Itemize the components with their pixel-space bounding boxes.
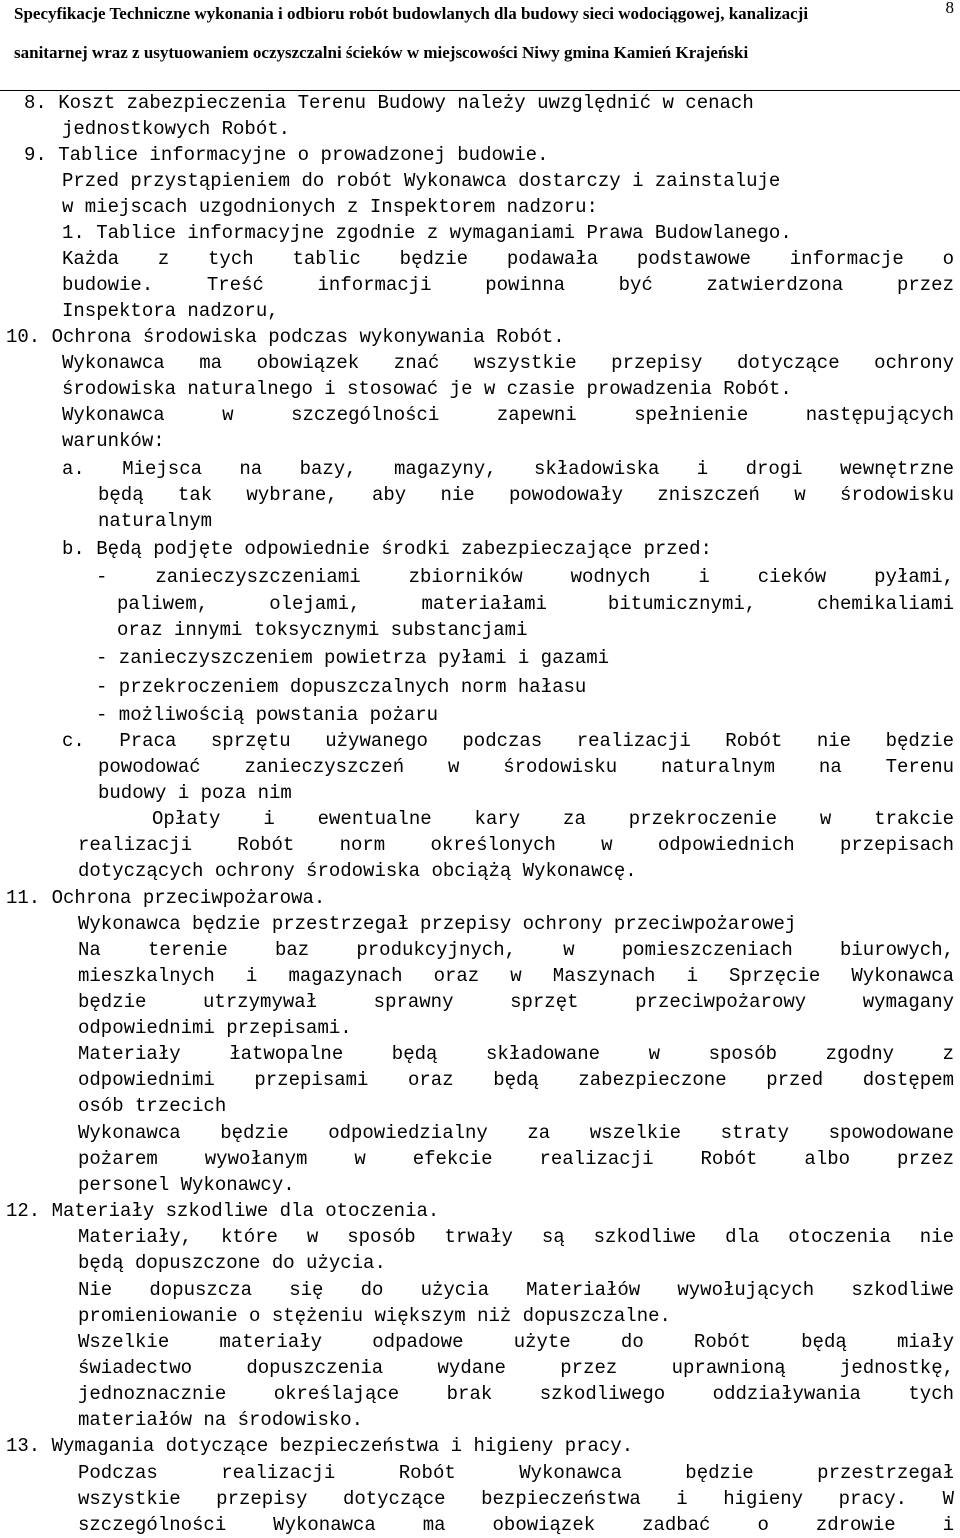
text-line: odpowiednimi przepisami. <box>78 1017 352 1039</box>
text-line: będą dopuszczone do użycia. <box>78 1252 386 1274</box>
text-line: personel Wykonawcy. <box>78 1174 295 1196</box>
text-line: budowy i poza nim <box>98 782 292 804</box>
list-item: - zanieczyszczeniem powietrza pyłami i gazami <box>96 647 610 669</box>
text-line: 8. Koszt zabezpieczenia Terenu Budowy należy uwzględnić w cenach <box>24 92 754 114</box>
text-line: dotyczących ochrony środowiska obciążą Wykonawcę. <box>78 860 637 882</box>
text-line: a. Miejsca na bazy, magazyny, składowiska i drogi wewnętrzne <box>62 458 954 480</box>
text-line: Opłaty i ewentualne kary za przekroczenie w trakcie <box>152 808 954 830</box>
header-title-line-1: Specyfikacje Techniczne wykonania i odbioru robót budowlanych dla budowy sieci wodociągowej, kanalizacji <box>14 4 809 23</box>
text-line: odpowiednimi przepisami oraz będą zabezpieczone przed dostępem <box>78 1069 954 1091</box>
text-line: świadectwo dopuszczenia wydane przez uprawnioną jednostkę, <box>78 1357 954 1379</box>
text-line: Wszelkie materiały odpadowe użyte do Robót będą miały <box>78 1331 954 1353</box>
text-line: szczególności Wykonawca ma obowiązek zadbać o zdrowie i <box>78 1514 954 1536</box>
text-line: mieszkalnych i magazynach oraz w Maszynach i Sprzęcie Wykonawca <box>78 965 954 987</box>
text-line: budowie. Treść informacji powinna być zatwierdzona przez <box>62 274 954 296</box>
text-line: realizacji Robót norm określonych w odpowiednich przepisach <box>78 834 954 856</box>
section-heading: 11. Ochrona przeciwpożarowa. <box>6 887 326 909</box>
text-line: Na terenie baz produkcyjnych, w pomieszczeniach biurowych, <box>78 939 954 961</box>
text-line: Materiały łatwopalne będą składowane w sposób zgodny z <box>78 1043 954 1065</box>
text-line: promieniowanie o stężeniu większym niż dopuszczalne. <box>78 1305 671 1327</box>
text-line: będzie utrzymywał sprawny sprzęt przeciwpożarowy wymagany <box>78 991 954 1013</box>
text-line: paliwem, olejami, materiałami bitumicznymi, chemikaliami <box>117 593 954 615</box>
text-line: jednostkowych Robót. <box>62 118 291 140</box>
text-line: Wykonawca w szczególności zapewni spełnienie następujących <box>62 404 954 426</box>
text-line: Przed przystąpieniem do robót Wykonawca dostarczy i zainstaluje <box>62 170 781 192</box>
text-line: będą tak wybrane, aby nie powodowały zniszczeń w środowisku <box>98 484 954 506</box>
section-heading: 13. Wymagania dotyczące bezpieczeństwa i higieny pracy. <box>6 1435 634 1457</box>
text-line: osób trzecich <box>78 1095 227 1117</box>
page-header <box>0 0 960 91</box>
text-line: Inspektora nadzoru, <box>62 300 279 322</box>
text-line: b. Będą podjęte odpowiednie środki zabezpieczające przed: <box>62 538 712 560</box>
text-line: c. Praca sprzętu używanego podczas realizacji Robót nie będzie <box>62 730 954 752</box>
text-line: oraz innymi toksycznymi substancjami <box>117 619 528 641</box>
list-item: - przekroczeniem dopuszczalnych norm hałasu <box>96 676 587 698</box>
text-line: środowiska naturalnego i stosować je w czasie prowadzenia Robót. <box>62 378 792 400</box>
section-heading: 12. Materiały szkodliwe dla otoczenia. <box>6 1200 440 1222</box>
text-line: pożarem wywołanym w efekcie realizacji Robót albo przez <box>78 1148 954 1170</box>
section-heading: 10. Ochrona środowiska podczas wykonywania Robót. <box>6 326 565 348</box>
text-line: Wykonawca będzie odpowiedzialny za wszelkie straty spowodowane <box>78 1122 954 1144</box>
list-item: - zanieczyszczeniami zbiorników wodnych i cieków pyłami, <box>96 566 954 588</box>
text-line: 9. Tablice informacyjne o prowadzonej budowie. <box>24 144 549 166</box>
text-line: Wykonawca będzie przestrzegał przepisy ochrony przeciwpożarowej <box>78 913 797 935</box>
text-line: Nie dopuszcza się do użycia Materiałów wywołujących szkodliwe <box>78 1279 954 1301</box>
text-line: Każda z tych tablic będzie podawała podstawowe informacje o <box>62 248 954 270</box>
text-line: Podczas realizacji Robót Wykonawca będzie przestrzegał <box>78 1462 954 1484</box>
page-number: 8 <box>945 0 954 17</box>
text-line: Materiały, które w sposób trwały są szkodliwe dla otoczenia nie <box>78 1226 954 1248</box>
list-item: - możliwością powstania pożaru <box>96 704 439 726</box>
text-line: naturalnym <box>98 510 213 532</box>
text-line: 1. Tablice informacyjne zgodnie z wymaganiami Prawa Budowlanego. <box>62 222 792 244</box>
header-title-line-2: sanitarnej wraz z usytuowaniem oczyszczalni ścieków w miejscowości Niwy gmina Kamień Krajeński <box>14 43 749 62</box>
text-line: wszystkie przepisy dotyczące bezpieczeństwa i higieny pracy. W <box>78 1488 954 1510</box>
text-line: warunków: <box>62 430 165 452</box>
text-line: materiałów na środowisko. <box>78 1409 364 1431</box>
text-line: Wykonawca ma obowiązek znać wszystkie przepisy dotyczące ochrony <box>62 352 954 374</box>
text-line: w miejscach uzgodnionych z Inspektorem nadzoru: <box>62 196 598 218</box>
text-line: powodować zanieczyszczeń w środowisku naturalnym na Terenu <box>98 756 954 778</box>
text-line: jednoznacznie określające brak szkodliwego oddziaływania tych <box>78 1383 954 1405</box>
